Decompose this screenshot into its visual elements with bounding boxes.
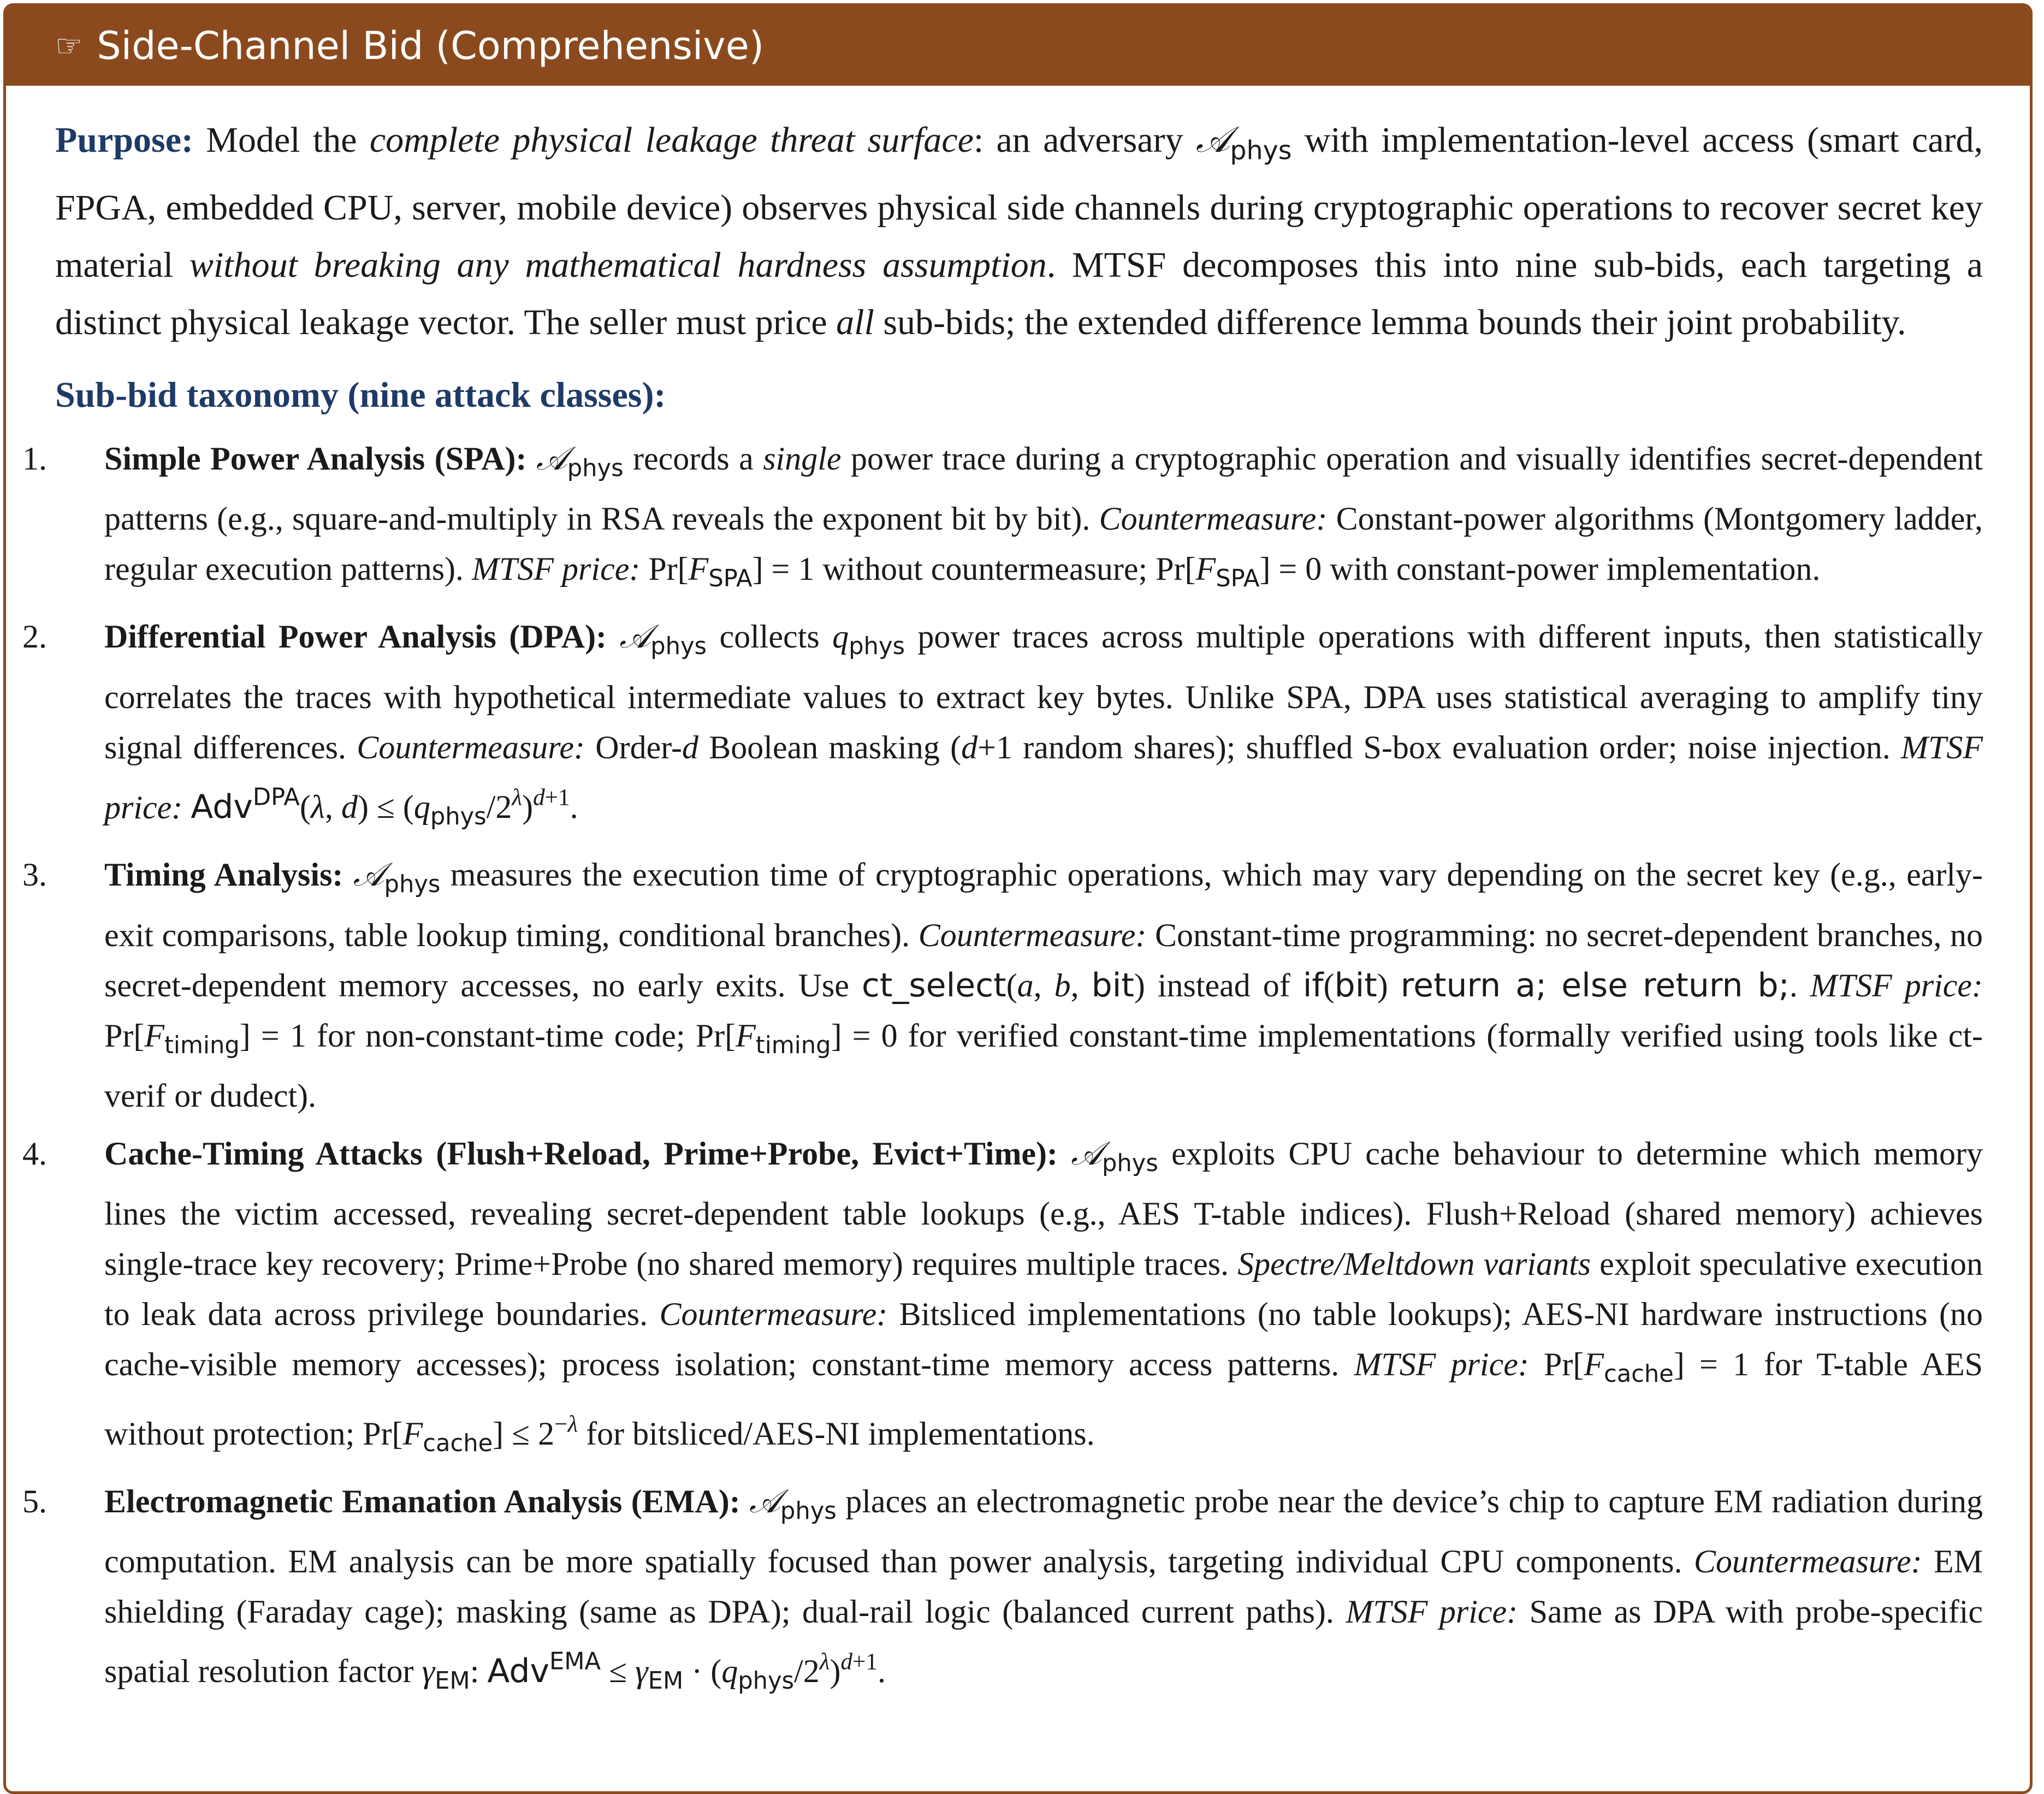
adversary-symbol: 𝒜 — [536, 439, 567, 478]
purpose-emphasis: all — [836, 302, 874, 343]
purpose-text: Model the — [193, 120, 370, 160]
item-title: Timing Analysis: — [104, 857, 343, 893]
item-text: exploit speculative execution to leak data across privilege boundaries. — [104, 1245, 1983, 1332]
box-header — [6, 6, 2030, 86]
purpose-emphasis: without breaking any mathematical hardness assumption — [189, 245, 1047, 286]
adversary-subscript: phys — [384, 871, 441, 899]
price-label: MTSF price: — [104, 729, 1983, 825]
purpose-text: : an adversary — [973, 120, 1196, 160]
item-text: records a — [623, 441, 763, 477]
list-item — [22, 1476, 1983, 1707]
item-text: places an electromagnetic probe near the device’s chip to capture EM radiation during computation. EM analysis can be more spatially focused than power analysis, targeting individual CPU components. — [104, 1483, 1983, 1579]
list-item — [22, 433, 1983, 604]
item-title: Differential Power Analysis (DPA): — [104, 619, 607, 655]
price-label: MTSF price: — [1810, 967, 1983, 1003]
item-text: measures the execution time of cryptographic operations, which may vary depending on the secret key (e.g., early-exit comparisons, table lookup timing, conditional branches). — [104, 857, 1983, 953]
adversary-subscript: phys — [780, 1497, 837, 1525]
countermeasure-label: Countermeasure: — [1693, 1543, 1922, 1579]
item-emphasis: single — [763, 441, 842, 477]
item-number: 3. — [22, 857, 47, 893]
countermeasure-label: Countermeasure: — [1099, 501, 1328, 537]
list-item — [22, 850, 1983, 1120]
countermeasure-text: Constant-time programming: no secret-dependent branches, no secret-dependent memory accesses, no early exits. Use ct_select(a, b, bit) instead of if(bit) return a; else return b;. — [104, 917, 1983, 1005]
purpose-label: Purpose: — [55, 120, 193, 160]
item-text: collects $q_{phys}$ power traces across multiple operations with different inputs, then statistically correlates the traces with hypothetical intermediate values to extract key bytes. Unlike SPA, DPA uses statistical averaging to amplify tiny signal differences. — [104, 619, 1983, 765]
price-text: $Pr[F_{cache}] = 1$ for T-table AES without protection; $Pr[F_{cache}] \le 2^{-\lambda}$ for bitsliced/AES-NI implementations. — [104, 1346, 1983, 1457]
box-title: Side-Channel Bid (Comprehensive) — [97, 23, 765, 68]
price-text: $Pr[F_{timing}] = 1$ for non-constant-time code; $Pr[F_{timing}] = 0$ for verified constant-time implementations (formally verified using tools like ct-verif or dudect). — [104, 1017, 1983, 1114]
purpose-text: with implementation-level access (smart card, FPGA, embedded CPU, server, mobile device) observes physical side channels during cryptographic operations to recover secret key material — [55, 120, 1983, 286]
purpose-text: sub-bids; the extended difference lemma bounds their joint probability. — [874, 302, 1906, 343]
price-text: Same as DPA with probe-specific spatial resolution factor $\gamma_{EM}$: $Adv^{EMA} \le \gamma_{EM} \cdot (q_{phys}/2^\lambda)^{d+1}$. — [104, 1593, 1983, 1695]
side-channel-bid-box — [3, 3, 2033, 1794]
adversary-symbol: 𝒜 — [749, 1482, 780, 1520]
price-label: MTSF price: — [1354, 1346, 1529, 1382]
countermeasure-label: Countermeasure: — [659, 1296, 888, 1332]
item-title: Simple Power Analysis (SPA): — [104, 441, 527, 477]
adversary-symbol: 𝒜 — [353, 856, 384, 894]
countermeasure-text: Bitsliced implementations (no table lookups); AES-NI hardware instructions (no cache-visible memory accesses); process isolation; constant-time memory access patterns. — [104, 1296, 1983, 1382]
purpose-paragraph — [55, 111, 1983, 351]
item-number: 5. — [22, 1483, 47, 1519]
pointing-hand-icon: ☞ — [55, 28, 83, 64]
adversary-symbol: 𝒜 — [1071, 1134, 1103, 1173]
item-title: Electromagnetic Emanation Analysis (EMA): — [104, 1483, 740, 1519]
attack-class-list — [22, 433, 1983, 1706]
adversary-subscript: phys — [650, 633, 707, 661]
taxonomy-heading: Sub-bid taxonomy (nine attack classes): — [55, 375, 666, 415]
item-text: exploits CPU cache behaviour to determine which memory lines the victim accessed, revealing secret-dependent table lookups (e.g., AES T-table indices). Flush+Reload (shared memory) achieves single-trace key recovery; Prime+Probe (no shared memory) requires multiple traces. — [104, 1135, 1983, 1282]
box-content — [6, 86, 2030, 1707]
item-emphasis: Spectre/Meltdown variants — [1237, 1245, 1591, 1282]
countermeasure-text: Order-d Boolean masking (d+1 random shares); shuffled S-box evaluation order; noise injection. — [585, 729, 1901, 765]
purpose-text: . MTSF decomposes this into nine sub-bids, each targeting a distinct physical leakage vector. The seller must price — [55, 245, 1983, 343]
price-text: $Pr[F_{SPA}] = 1$ without countermeasure; $Pr[F_{SPA}] = 0$ with constant-power implementation. — [640, 551, 1821, 593]
adversary-symbol: 𝒜 — [619, 617, 651, 656]
list-item — [22, 1128, 1983, 1469]
item-number: 1. — [22, 441, 47, 477]
price-label: MTSF price: — [472, 551, 641, 587]
countermeasure-label: Countermeasure: — [918, 917, 1147, 953]
item-title: Cache-Timing Attacks (Flush+Reload, Prime+Probe, Evict+Time): — [104, 1135, 1058, 1172]
item-number: 4. — [22, 1135, 47, 1172]
adversary-subscript: phys — [567, 455, 624, 483]
adversary-subscript: phys — [1230, 135, 1292, 166]
price-text: Adv$^{DPA}$(λ, $d) \le (q_{phys}/2^\lambda)^{d+1}$. — [191, 783, 578, 831]
countermeasure-text: EM shielding (Faraday cage); masking (same as DPA); dual-rail logic (balanced current paths). — [104, 1543, 1983, 1630]
item-text: power trace during a cryptographic operation and visually identifies secret-dependent patterns (e.g., square-and-multiply in RSA reveals the exponent bit by bit). — [104, 441, 1983, 537]
purpose-emphasis: complete physical leakage threat surface — [369, 120, 974, 160]
item-number: 2. — [22, 619, 47, 655]
countermeasure-text: Constant-power algorithms (Montgomery ladder, regular execution patterns). — [104, 501, 1983, 587]
price-label: MTSF price: — [1346, 1593, 1518, 1630]
adversary-subscript: phys — [1102, 1149, 1158, 1177]
adversary-symbol: 𝒜 — [1195, 118, 1230, 161]
list-item — [22, 611, 1983, 842]
countermeasure-label: Countermeasure: — [357, 729, 585, 765]
